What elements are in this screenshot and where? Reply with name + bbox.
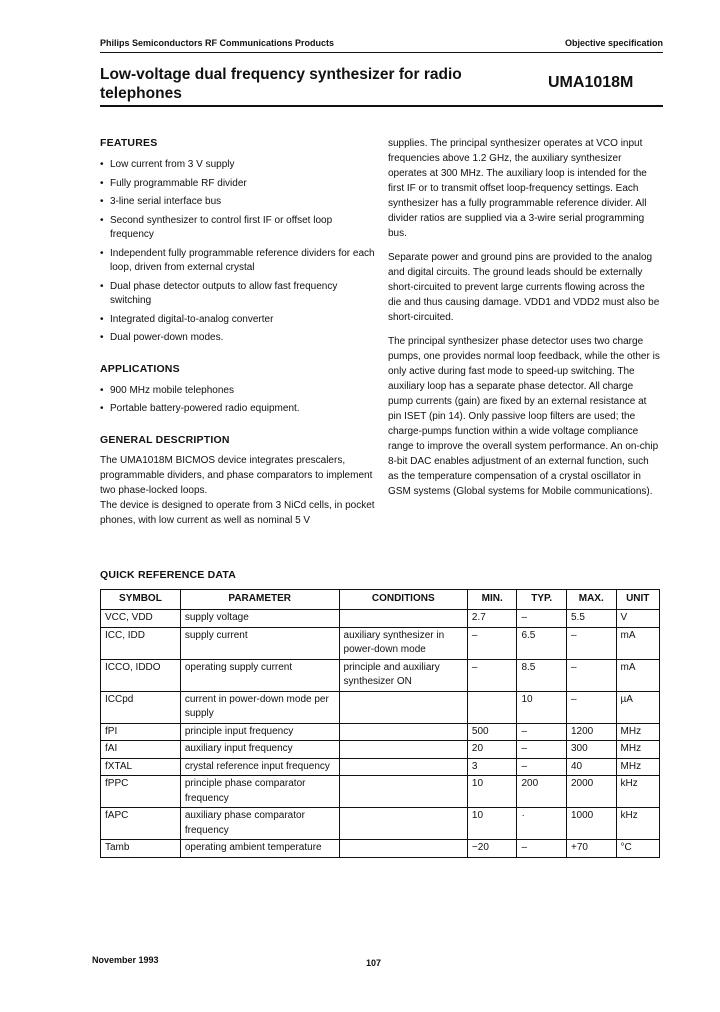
left-column	[100, 137, 375, 534]
table-cell: fPI	[101, 723, 181, 741]
footer-date: November 1993	[92, 955, 159, 965]
right-paragraph-3: The principal synthesizer phase detector uses two charge pumps, one provides normal loop feedback, while the other is only active during fast mode to speed-up switching. The auxiliary loop has a separate phase detector. All charge pump currents (gain) are fixed by an external resistance at pin ISET (pin 14). Only passive loop filters are used; the charge-pumps function within a wide voltage compliance range to improve the overall system performance. An on-chip 8-bit DAC enables adjustment of an external function, such as the temperature compensation of a crystal oscillator in GSM systems (Global systems for Mobile communications).	[388, 336, 660, 497]
features-heading: FEATURES	[100, 137, 158, 149]
table-cell: 5.5	[566, 610, 616, 628]
feature-item: • Low current from 3 V supply	[100, 158, 375, 173]
header-right: Objective specification	[564, 38, 663, 48]
column-header: PARAMETER	[180, 590, 339, 610]
table-cell	[339, 758, 467, 776]
table-cell: 500	[467, 723, 517, 741]
document-title	[100, 65, 520, 103]
header-rule	[100, 52, 663, 53]
feature-item: • Second synthesizer to control first IF or offset loop frequency	[100, 214, 375, 243]
table-cell: 300	[566, 741, 616, 759]
application-item: • 900 MHz mobile telephones	[100, 384, 375, 399]
feature-item: • Dual power-down modes.	[100, 331, 375, 346]
table-cell: 2.7	[467, 610, 517, 628]
right-paragraph-2: Separate power and ground pins are provided to the analog and digital circuits. The ground leads should be externally short-circuited to prevent large currents flowing across the die and thus causing damage. VDD1 and VDD2 must also be short-circuited.	[388, 252, 660, 323]
general-description-p2: The device is designed to operate from 3 NiCd cells, in pocket phones, with low current as well as nominal 5 V	[100, 499, 375, 526]
column-header: MAX.	[566, 590, 616, 610]
table-row	[101, 659, 660, 691]
table-cell	[339, 776, 467, 808]
table-cell: –	[517, 758, 567, 776]
table-cell: 10	[467, 776, 517, 808]
table-cell: –	[467, 627, 517, 659]
table-cell	[339, 741, 467, 759]
table-cell: ICCO, IDDO	[101, 659, 181, 691]
table-cell: 6.5	[517, 627, 567, 659]
table-cell: mA	[616, 659, 659, 691]
table-cell: 8.5	[517, 659, 567, 691]
table-cell: 2000	[566, 776, 616, 808]
table-cell: ·	[517, 808, 567, 840]
table-cell: –	[566, 691, 616, 723]
table-row	[101, 808, 660, 840]
table-cell	[339, 808, 467, 840]
table-cell: V	[616, 610, 659, 628]
table-cell: operating ambient temperature	[180, 840, 339, 858]
column-header: UNIT	[616, 590, 659, 610]
table-cell	[339, 840, 467, 858]
table-cell: 1200	[566, 723, 616, 741]
table-row	[101, 840, 660, 858]
table-cell: principle input frequency	[180, 723, 339, 741]
table-cell: 10	[517, 691, 567, 723]
column-header: MIN.	[467, 590, 517, 610]
applications-heading: APPLICATIONS	[100, 362, 180, 375]
table-cell: MHz	[616, 741, 659, 759]
table-cell: 3	[467, 758, 517, 776]
table-cell: mA	[616, 627, 659, 659]
table-cell: –	[566, 627, 616, 659]
table-cell: −20	[467, 840, 517, 858]
table-cell: –	[517, 840, 567, 858]
header-left: Philips Semiconductors RF Communications Products	[100, 38, 335, 48]
table-row	[101, 758, 660, 776]
part-number: UMA1018M	[548, 74, 634, 91]
table-cell: 40	[566, 758, 616, 776]
table-cell: +70	[566, 840, 616, 858]
table-cell: supply voltage	[180, 610, 339, 628]
title-line-1: Low-voltage dual frequency synthesizer for radio	[100, 66, 462, 83]
table-row	[101, 723, 660, 741]
table-cell: –	[517, 741, 567, 759]
table-row	[101, 610, 660, 628]
table-cell: 20	[467, 741, 517, 759]
feature-item: • 3-line serial interface bus	[100, 195, 375, 210]
table-cell: current in power-down mode per supply	[180, 691, 339, 723]
table-cell: fAPC	[101, 808, 181, 840]
table-cell: principle and auxiliary synthesizer ON	[339, 659, 467, 691]
table-cell: crystal reference input frequency	[180, 758, 339, 776]
table-cell: ICC, IDD	[101, 627, 181, 659]
table-row	[101, 627, 660, 659]
table-row	[101, 776, 660, 808]
table-cell: VCC, VDD	[101, 610, 181, 628]
features-list	[100, 158, 375, 346]
table-cell	[467, 691, 517, 723]
table-cell: auxiliary synthesizer in power-down mode	[339, 627, 467, 659]
table-cell: auxiliary input frequency	[180, 741, 339, 759]
column-header: SYMBOL	[101, 590, 181, 610]
table-cell: –	[467, 659, 517, 691]
title-rule	[100, 105, 663, 107]
table-cell	[339, 691, 467, 723]
table-body	[101, 610, 660, 858]
table-cell: supply current	[180, 627, 339, 659]
table-row	[101, 691, 660, 723]
table-cell: operating supply current	[180, 659, 339, 691]
column-header: TYP.	[517, 590, 567, 610]
applications-list	[100, 384, 375, 417]
table-cell: MHz	[616, 758, 659, 776]
table-cell: °C	[616, 840, 659, 858]
table-cell: –	[517, 723, 567, 741]
quick-reference-heading: QUICK REFERENCE DATA	[100, 569, 237, 581]
feature-item: • Dual phase detector outputs to allow fast frequency switching	[100, 280, 375, 309]
feature-item: • Integrated digital-to-analog converter	[100, 313, 375, 328]
table-cell: kHz	[616, 808, 659, 840]
table-cell: 1000	[566, 808, 616, 840]
table-header-row	[101, 590, 660, 610]
table-cell: kHz	[616, 776, 659, 808]
table-cell	[339, 723, 467, 741]
table-cell: Tamb	[101, 840, 181, 858]
general-description-p1: The UMA1018M BICMOS device integrates prescalers, programmable dividers, and phase comparators to implement two phase-locked loops.	[100, 454, 373, 496]
table-cell: MHz	[616, 723, 659, 741]
table-cell: ICCpd	[101, 691, 181, 723]
table-cell: 200	[517, 776, 567, 808]
table-cell: µA	[616, 691, 659, 723]
right-column	[388, 136, 660, 505]
right-paragraph-1: supplies. The principal synthesizer operates at VCO input frequencies above 1.2 GHz, the auxiliary synthesizer operates at 300 MHz. The auxiliary loop is intended for the first IF or to transmit offset loop-frequency settings. Each synthesizer has a fully programmable reference divider. All divider ratios are supplied via a 3-wire serial programming bus.	[388, 138, 647, 239]
page-number: 107	[366, 958, 382, 968]
feature-item: • Fully programmable RF divider	[100, 177, 375, 192]
column-header: CONDITIONS	[339, 590, 467, 610]
table-cell: fAI	[101, 741, 181, 759]
quick-reference-table	[100, 589, 660, 858]
table-cell: 10	[467, 808, 517, 840]
table-cell: auxiliary phase comparator frequency	[180, 808, 339, 840]
title-line-2: telephones	[100, 85, 182, 102]
table-cell: –	[566, 659, 616, 691]
table-cell: fXTAL	[101, 758, 181, 776]
table-cell: –	[517, 610, 567, 628]
general-description-heading: GENERAL DESCRIPTION	[100, 433, 230, 446]
table-cell: fPPC	[101, 776, 181, 808]
table-cell: principle phase comparator frequency	[180, 776, 339, 808]
table-cell	[339, 610, 467, 628]
feature-item: • Independent fully programmable reference dividers for each loop, driven from external crystal	[100, 247, 375, 276]
application-item: • Portable battery-powered radio equipment.	[100, 402, 375, 417]
table-row	[101, 741, 660, 759]
